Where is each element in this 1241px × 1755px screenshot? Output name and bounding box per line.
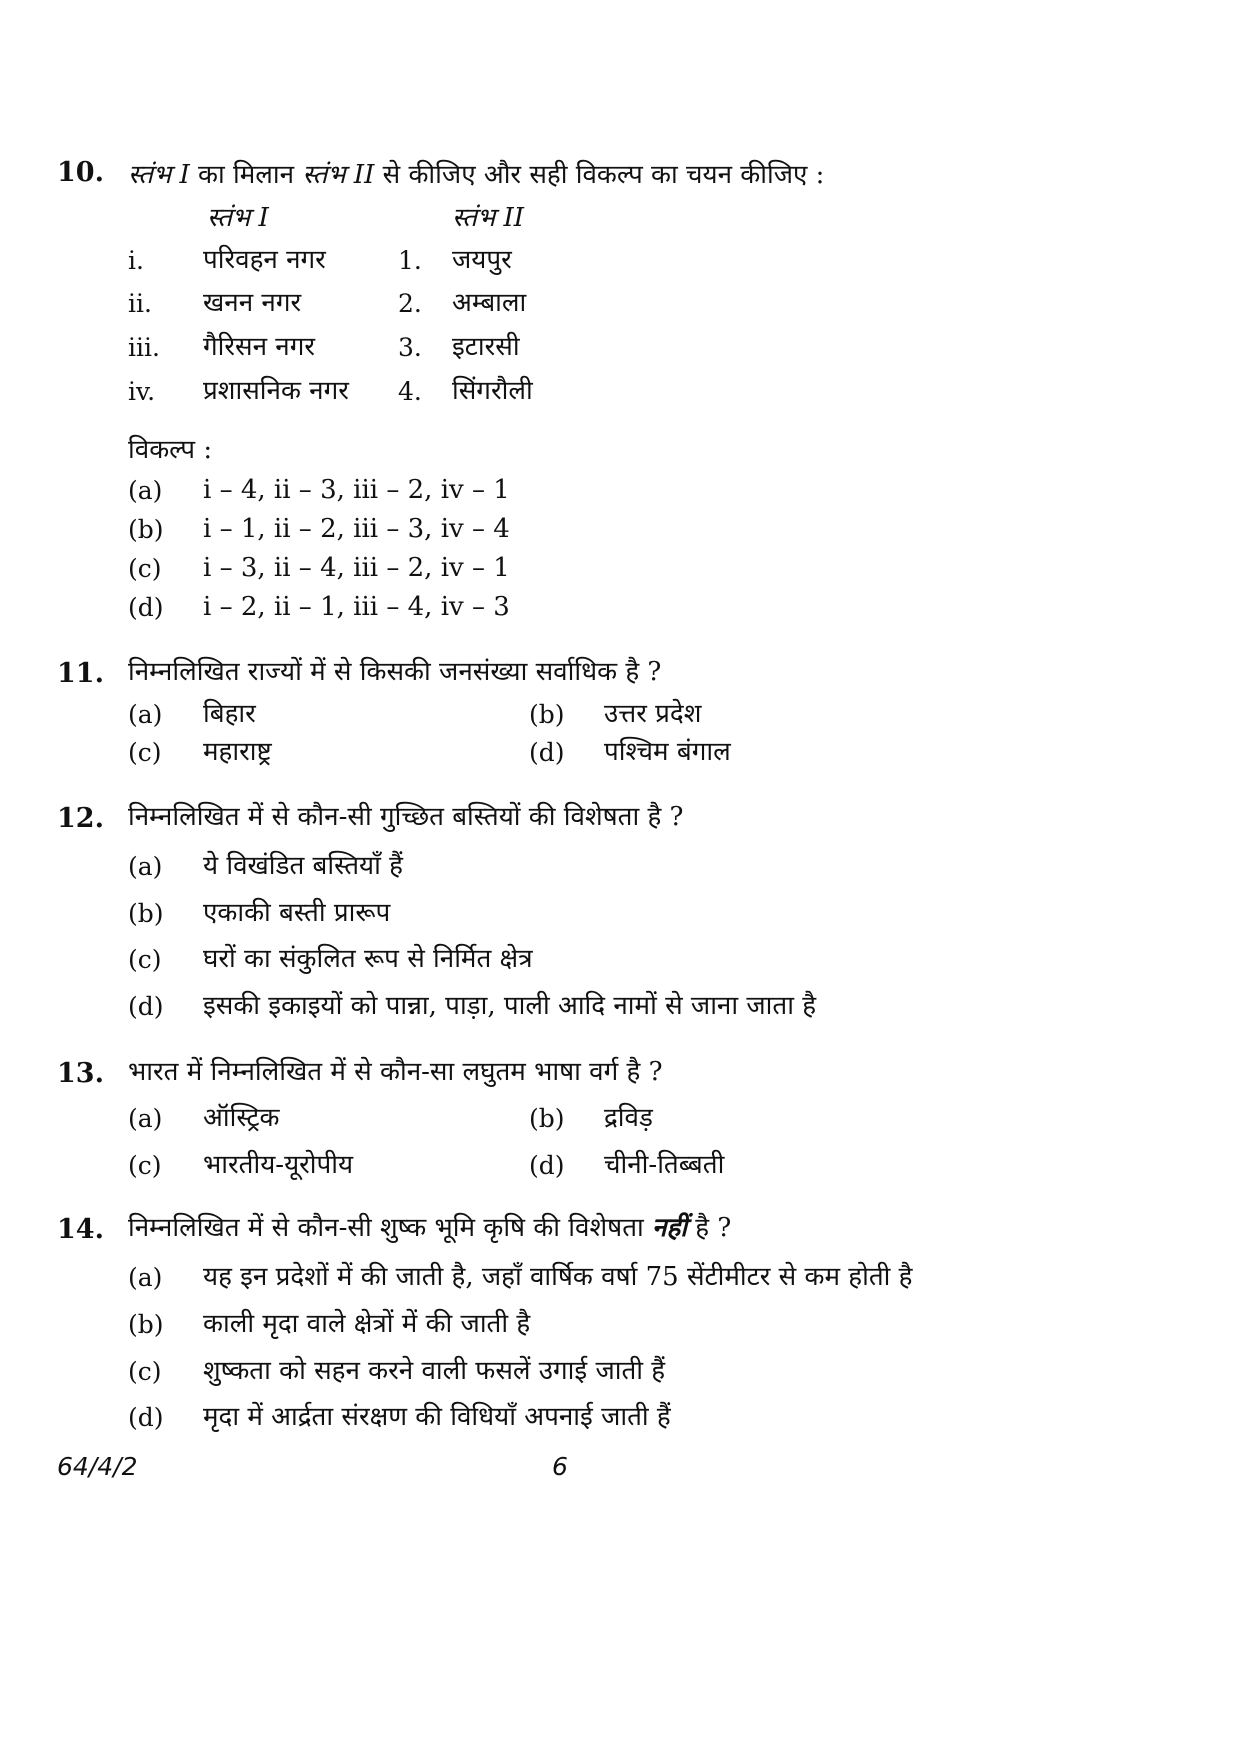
option-text: i – 2, ii – 1, iii – 4, iv – 3 [203,592,510,622]
question-12-text: निम्नलिखित में से कौन-सी गुच्छित बस्तियों की विशेषता है ? [128,802,684,832]
option-label: (c) [128,554,162,583]
match-row-roman: iv. [128,377,156,406]
question-13-number: 13. [57,1058,104,1089]
option-label: (a) [128,1104,163,1133]
option-label: (a) [128,1263,163,1292]
match-row-item: गैरिसन नगर [203,332,315,362]
question-14-number: 14. [57,1214,104,1245]
option-text: i – 1, ii – 2, iii – 3, iv – 4 [203,514,510,544]
question-10-text [128,155,824,191]
question-11-text: निम्नलिखित राज्यों में से किसकी जनसंख्या सर्वाधिक है ? [128,657,662,687]
column-1-header: स्तंभ I [207,203,269,233]
option-label: (a) [128,476,163,505]
option-label: (d) [128,593,164,622]
option-text: भारतीय-यूरोपीय [203,1150,354,1180]
option-text: बिहार [203,699,256,729]
match-row-number: 1. [398,246,422,275]
option-text: i – 3, ii – 4, iii – 2, iv – 1 [203,553,510,583]
question-13-text: भारत में निम्नलिखित में से कौन-सा लघुतम भाषा वर्ग है ? [128,1057,663,1087]
option-text: i – 4, ii – 3, iii – 2, iv – 1 [203,475,510,505]
page-number: 6 [552,1452,568,1481]
match-row-item: प्रशासनिक नगर [203,376,349,406]
question-14-text [128,1208,731,1244]
option-text: यह इन प्रदेशों में की जाती है, जहाँ वार्षिक वर्षा 75 सेंटीमीटर से कम होती है [203,1262,913,1292]
match-row-match: इटारसी [452,332,520,362]
paper-code: 64/4/2 [57,1452,138,1481]
option-text: पश्चिम बंगाल [604,737,731,767]
option-label: (d) [128,992,164,1021]
question-10-stem-mid: का मिलान [198,160,295,190]
match-row-item: परिवहन नगर [203,245,326,275]
option-label: (d) [529,1151,565,1180]
option-text: मृदा में आर्द्रता संरक्षण की विधियाँ अपनाई जाती हैं [203,1402,671,1432]
option-text: इसकी इकाइयों को पान्ना, पाड़ा, पाली आदि नामों से जाना जाता है [203,991,817,1021]
option-label: (b) [529,1104,565,1133]
question-10-stem-tail: से कीजिए और सही विकल्प का चयन कीजिए : [382,160,825,190]
match-row-match: अम्बाला [452,288,527,318]
match-row-roman: i. [128,246,144,275]
option-text: महाराष्ट्र [203,737,272,767]
option-label: (c) [128,945,162,974]
option-text: उत्तर प्रदेश [604,699,702,729]
match-row-roman: ii. [128,289,152,318]
option-label: (a) [128,700,163,729]
option-label: (b) [128,899,164,928]
option-text: चीनी-तिब्बती [604,1150,725,1180]
option-text: घरों का संकुलित रूप से निर्मित क्षेत्र [203,944,533,974]
option-label: (d) [529,738,565,767]
option-text: शुष्कता को सहन करने वाली फसलें उगाई जाती हैं [203,1356,666,1386]
option-text: काली मृदा वाले क्षेत्रों में की जाती है [203,1309,531,1339]
option-label: (c) [128,1151,162,1180]
match-row-number: 3. [398,333,422,362]
match-row-number: 4. [398,377,422,406]
option-label: (c) [128,738,162,767]
option-label: (a) [128,852,163,881]
option-text: एकाकी बस्ती प्रारूप [203,898,391,928]
options-label: विकल्प : [128,435,213,465]
option-label: (b) [529,700,565,729]
question-14-text-before: निम्नलिखित में से कौन-सी शुष्क भूमि कृषि की विशेषता [128,1213,644,1243]
match-row-number: 2. [398,289,422,318]
question-12-number: 12. [57,803,104,834]
column-2-header: स्तंभ II [452,203,525,233]
option-label: (c) [128,1357,162,1386]
question-10-col1-ref: स्तंभ I [128,160,190,190]
question-14-emphasis: नहीं [652,1213,688,1243]
question-10-col2-ref: स्तंभ II [302,160,375,190]
option-text: ऑस्ट्रिक [203,1103,280,1133]
option-text: द्रविड़ [604,1103,653,1133]
match-row-item: खनन नगर [203,288,302,318]
question-11-number: 11. [57,658,104,689]
option-text: ये विखंडित बस्तियाँ हैं [203,851,403,881]
match-row-match: जयपुर [452,245,512,275]
option-label: (b) [128,515,164,544]
match-row-match: सिंगरौली [452,376,533,406]
option-label: (d) [128,1403,164,1432]
question-14-text-after: है ? [695,1213,732,1243]
match-row-roman: iii. [128,333,160,362]
option-label: (b) [128,1310,164,1339]
question-10-number: 10. [57,157,104,188]
